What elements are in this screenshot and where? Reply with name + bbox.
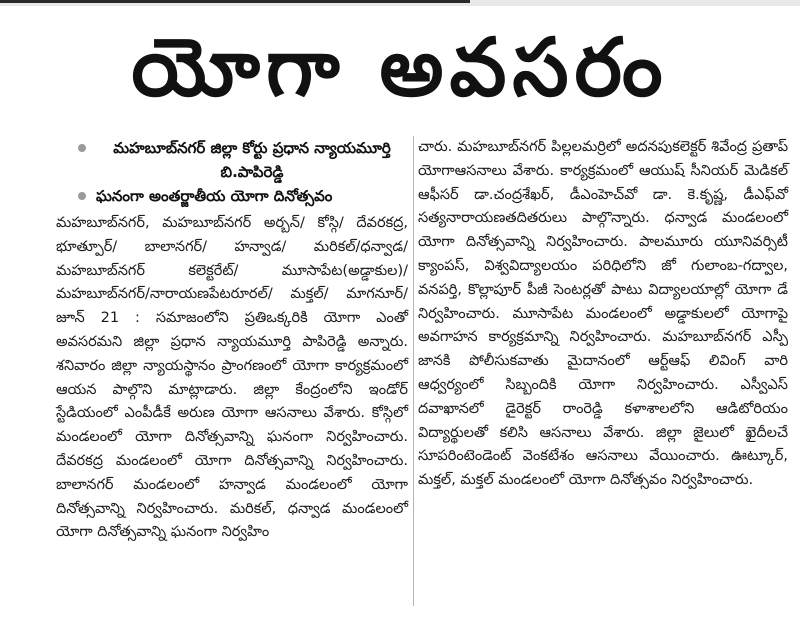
article-body-right: చారు. మహబూబ్‌నగర్ పిల్లలమర్రిలో అదనపుకలెక్టర్ శివేంద్ర ప్రతాప్ యోగాఆసనాలు వేశారు. కార్యక్రమంలో ఆయుష్ సీనియర్ మెడికల్ ఆఫీసర్ డా.చంద్రశేఖర్, డీఎంహెచ్‌వో డా. కె.కృష్ణ, డీఎఫ్‌వో సత్యనారాయణతదితరులు పాల్గొన్నారు. ధన్వాడ మండలంలో యోగా దినోత్సవాన్ని నిర్వహించారు. పాలమూరు యూనివర్సిటీ క్యాంపస్, విశ్వవిద్యాలయం పరిధిలోని జో గులాంబ-గద్వాల, వనపర్తి, కొల్లాపూర్ పీజీ సెంటర్లతో పాటు విద్యాలయాల్లో యోగా డే నిర్వహించారు. మూసాపేట మండలంలో అడ్డాకులలో యోగాపై అవగాహన కార్యక్రమాన్ని నిర్వహించారు. మహబూబ్‌నగర్ ఎస్పీ జానకి పోలీసుకవాతు మైదానంలో ఆర్ట్ఆఫ్ లివింగ్ వారి ఆధ్వర్యంలో సిబ్బందికి యోగా నిర్వహించారు. ఎస్వీఎస్ దవాఖానలో డైరెక్టర్ రాంరెడ్డి కళాశాలలోని ఆడిటోరియం విద్యార్థులతో కలిసి ఆసనాలు వేశారు. జిల్లా జైలులో ఖైదీలచే సూపరింటెండెంట్ వెంకటేశం ఆసనాలు వేయించారు. ఊట్కూర్, మక్తల్, మక్తల్ మండలంలో యోగా దినోత్సవం నిర్వహించారు. (418, 139, 788, 489)
top-border-accent (0, 0, 470, 3)
highlight-1 (56, 136, 408, 184)
bullet-icon (78, 144, 86, 152)
bullet-icon (78, 192, 86, 200)
highlight-text: మహబూబ్‌నగర్ జిల్లా కోర్టు ప్రధాన న్యాయమూర్తి బి.పాపిరెడ్డి (113, 139, 391, 181)
article-body-left: మహబూబ్‌నగర్, మహబూబ్‌నగర్ అర్బన్/ కోస్గి/ దేవరకద్ర, భూత్పూర్/ బాలానగర్/ హన్వాడ/ మరికల్/ధన్వాడ/ మహబూబ్‌నగర్ కలెక్టరేట్/ మూసాపేట(అడ్డాకుల)/మహబూబ్‌నగర్/నారాయణపేటరూరల్/ మక్తల్/ మాగనూర్/ జూన్ 21 : సమాజంలోని ప్రతిఒక్కరికి యోగా ఎంతో అవసరమని జిల్లా ప్రధాన న్యాయమూర్తి పాపిరెడ్డి అన్నారు. శనివారం జిల్లా న్యాయస్థానం ప్రాంగణంలో యోగా కార్యక్రమంలో ఆయన పాల్గొని మాట్లాడారు. జిల్లా కేంద్రంలోని ఇండోర్ స్టేడియంలో ఎంపీడీకే అరుణ యోగా ఆసనాలు వేశారు. కోస్గిలో మండలంలో యోగా దినోత్సవాన్ని ఘనంగా నిర్వహించారు. దేవరకద్ర మండలంలో యోగా దినోత్సవాన్ని నిర్వహించారు. బాలానగర్ మండలంలో హన్వాడ మండలంలో యోగా దినోత్సవాన్ని నిర్వహించారు. మరికల్, ధన్వాడ మండలంలో యోగా దినోత్సవాన్ని ఘనంగా నిర్వహిం (56, 215, 408, 541)
left-column (56, 136, 408, 545)
headline: యోగా అవసరం (131, 21, 669, 114)
highlight-text: ఘనంగా అంతర్జాతీయ యోగా దినోత్సవం (96, 187, 333, 205)
column-divider (413, 136, 414, 606)
highlight-2 (56, 184, 408, 208)
